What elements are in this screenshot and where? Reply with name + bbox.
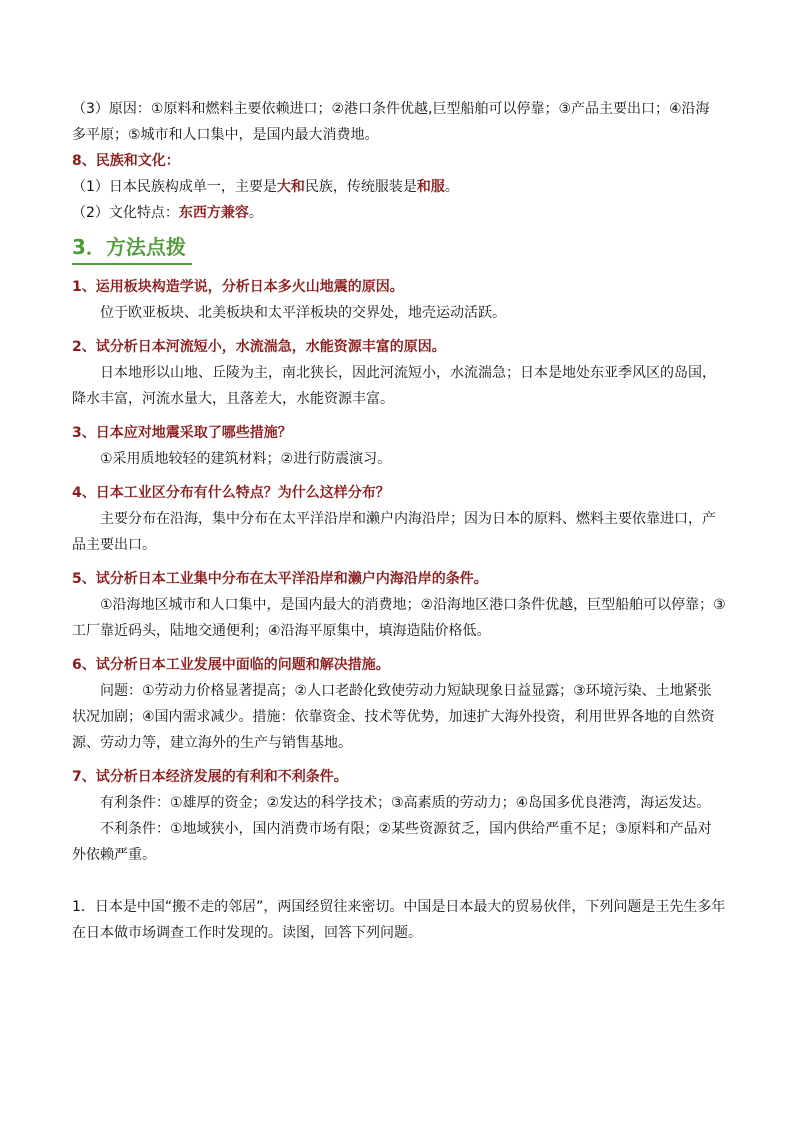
answer-line: 有利条件：①雄厚的资金；②发达的科学技术；③高素质的劳动力；④岛国多优良港湾，海运发达。: [100, 795, 711, 811]
answer-line: 外依赖严重。: [72, 847, 156, 863]
item3-line2: 多平原；⑤城市和人口集中，是国内最大消费地。: [72, 127, 379, 143]
answer-line: 工厂靠近码头，陆地交通便利；④沿海平原集中，填海造陆价格低。: [72, 623, 491, 639]
point2-text-a: （2）文化特点：: [72, 205, 179, 221]
answer-line: 主要分布在沿海，集中分布在太平洋沿岸和濑户内海沿岸；因为日本的原料、燃料主要依靠进口，产: [100, 511, 716, 527]
section8-point1: [72, 174, 724, 200]
exercise-line1: 1．日本是中国“搬不走的邻居”，两国经贸往来密切。中国是日本最大的贸易伙伴，下列问题是王先生多年: [72, 899, 726, 915]
answer-line: 问题：①劳动力价格显著提高；②人口老龄化致使劳动力短缺现象日益显露；③环境污染、土地紧张: [100, 683, 712, 699]
point1-text-b: 民族，传统服装是: [304, 179, 417, 195]
question-block-2: [72, 334, 724, 412]
answer-line: ①沿海地区城市和人口集中，是国内最大的消费地；②沿海地区港口条件优越，巨型船舶可以停靠；③: [100, 597, 726, 613]
question-heading: 7、试分析日本经济发展的有利和不利条件。: [72, 769, 348, 785]
question-heading: 2、试分析日本河流短小，水流湍急，水能资源丰富的原因。: [72, 339, 446, 355]
section8-heading: 8、民族和文化：: [72, 153, 180, 169]
answer-line: 不利条件：①地域狭小，国内消费市场有限；②某些资源贫乏，国内供给严重不足；③原料和产品对: [100, 821, 712, 837]
question-block-3: [72, 420, 724, 472]
keyword-yamato: 大和: [276, 179, 305, 195]
point1-text-c: 。: [444, 179, 459, 195]
question-block-5: [72, 566, 724, 644]
question-heading: 3、日本应对地震采取了哪些措施？: [72, 425, 292, 441]
section8-point2: [72, 200, 724, 226]
answer-line: 位于欧亚板块、北美板块和太平洋板块的交界处，地壳运动活跃。: [100, 305, 506, 321]
keyword-kimono: 和服: [416, 179, 445, 195]
exercise-line2: 在日本做市场调查工作时发现的。读图，回答下列问题。: [72, 925, 422, 941]
question-heading: 4、日本工业区分布有什么特点？为什么这样分布？: [72, 485, 390, 501]
question-block-6: [72, 652, 724, 756]
answer-line: 源、劳动力等，建立海外的生产与销售基地。: [72, 735, 352, 751]
answer-line: 品主要出口。: [72, 537, 156, 553]
question-block-7: [72, 764, 724, 868]
answer-line: 日本地形以山地、丘陵为主，南北狭长，因此河流短小，水流湍急；日本是地处东亚季风区的岛国，: [100, 365, 716, 381]
section-title-method: 3．方法点拨: [72, 232, 186, 264]
answer-line: ①采用质地较轻的建筑材料；②进行防震演习。: [100, 451, 392, 467]
answer-line: 状况加剧；④国内需求减少。措施：依靠资金、技术等优势，加速扩大海外投资，利用世界各地的自然资: [72, 709, 715, 725]
spacer: [72, 868, 724, 894]
question-block-1: [72, 274, 724, 326]
question-heading: 1、运用板块构造学说，分析日本多火山地震的原因。: [72, 279, 404, 295]
point2-text-b: 。: [248, 205, 263, 221]
point1-text-a: （1）日本民族构成单一，主要是: [72, 179, 277, 195]
keyword-east-west: 东西方兼容: [178, 205, 249, 221]
question-block-4: [72, 480, 724, 558]
document-content: [72, 96, 724, 946]
question-heading: 5、试分析日本工业集中分布在太平洋沿岸和濑户内海沿岸的条件。: [72, 571, 488, 587]
answer-line: 降水丰富，河流水量大，且落差大，水能资源丰富。: [72, 391, 394, 407]
question-heading: 6、试分析日本工业发展中面临的问题和解决措施。: [72, 657, 390, 673]
item3-line1: （3）原因：①原料和燃料主要依赖进口；②港口条件优越,巨型船舶可以停靠；③产品主要出口；④沿海: [72, 101, 710, 117]
